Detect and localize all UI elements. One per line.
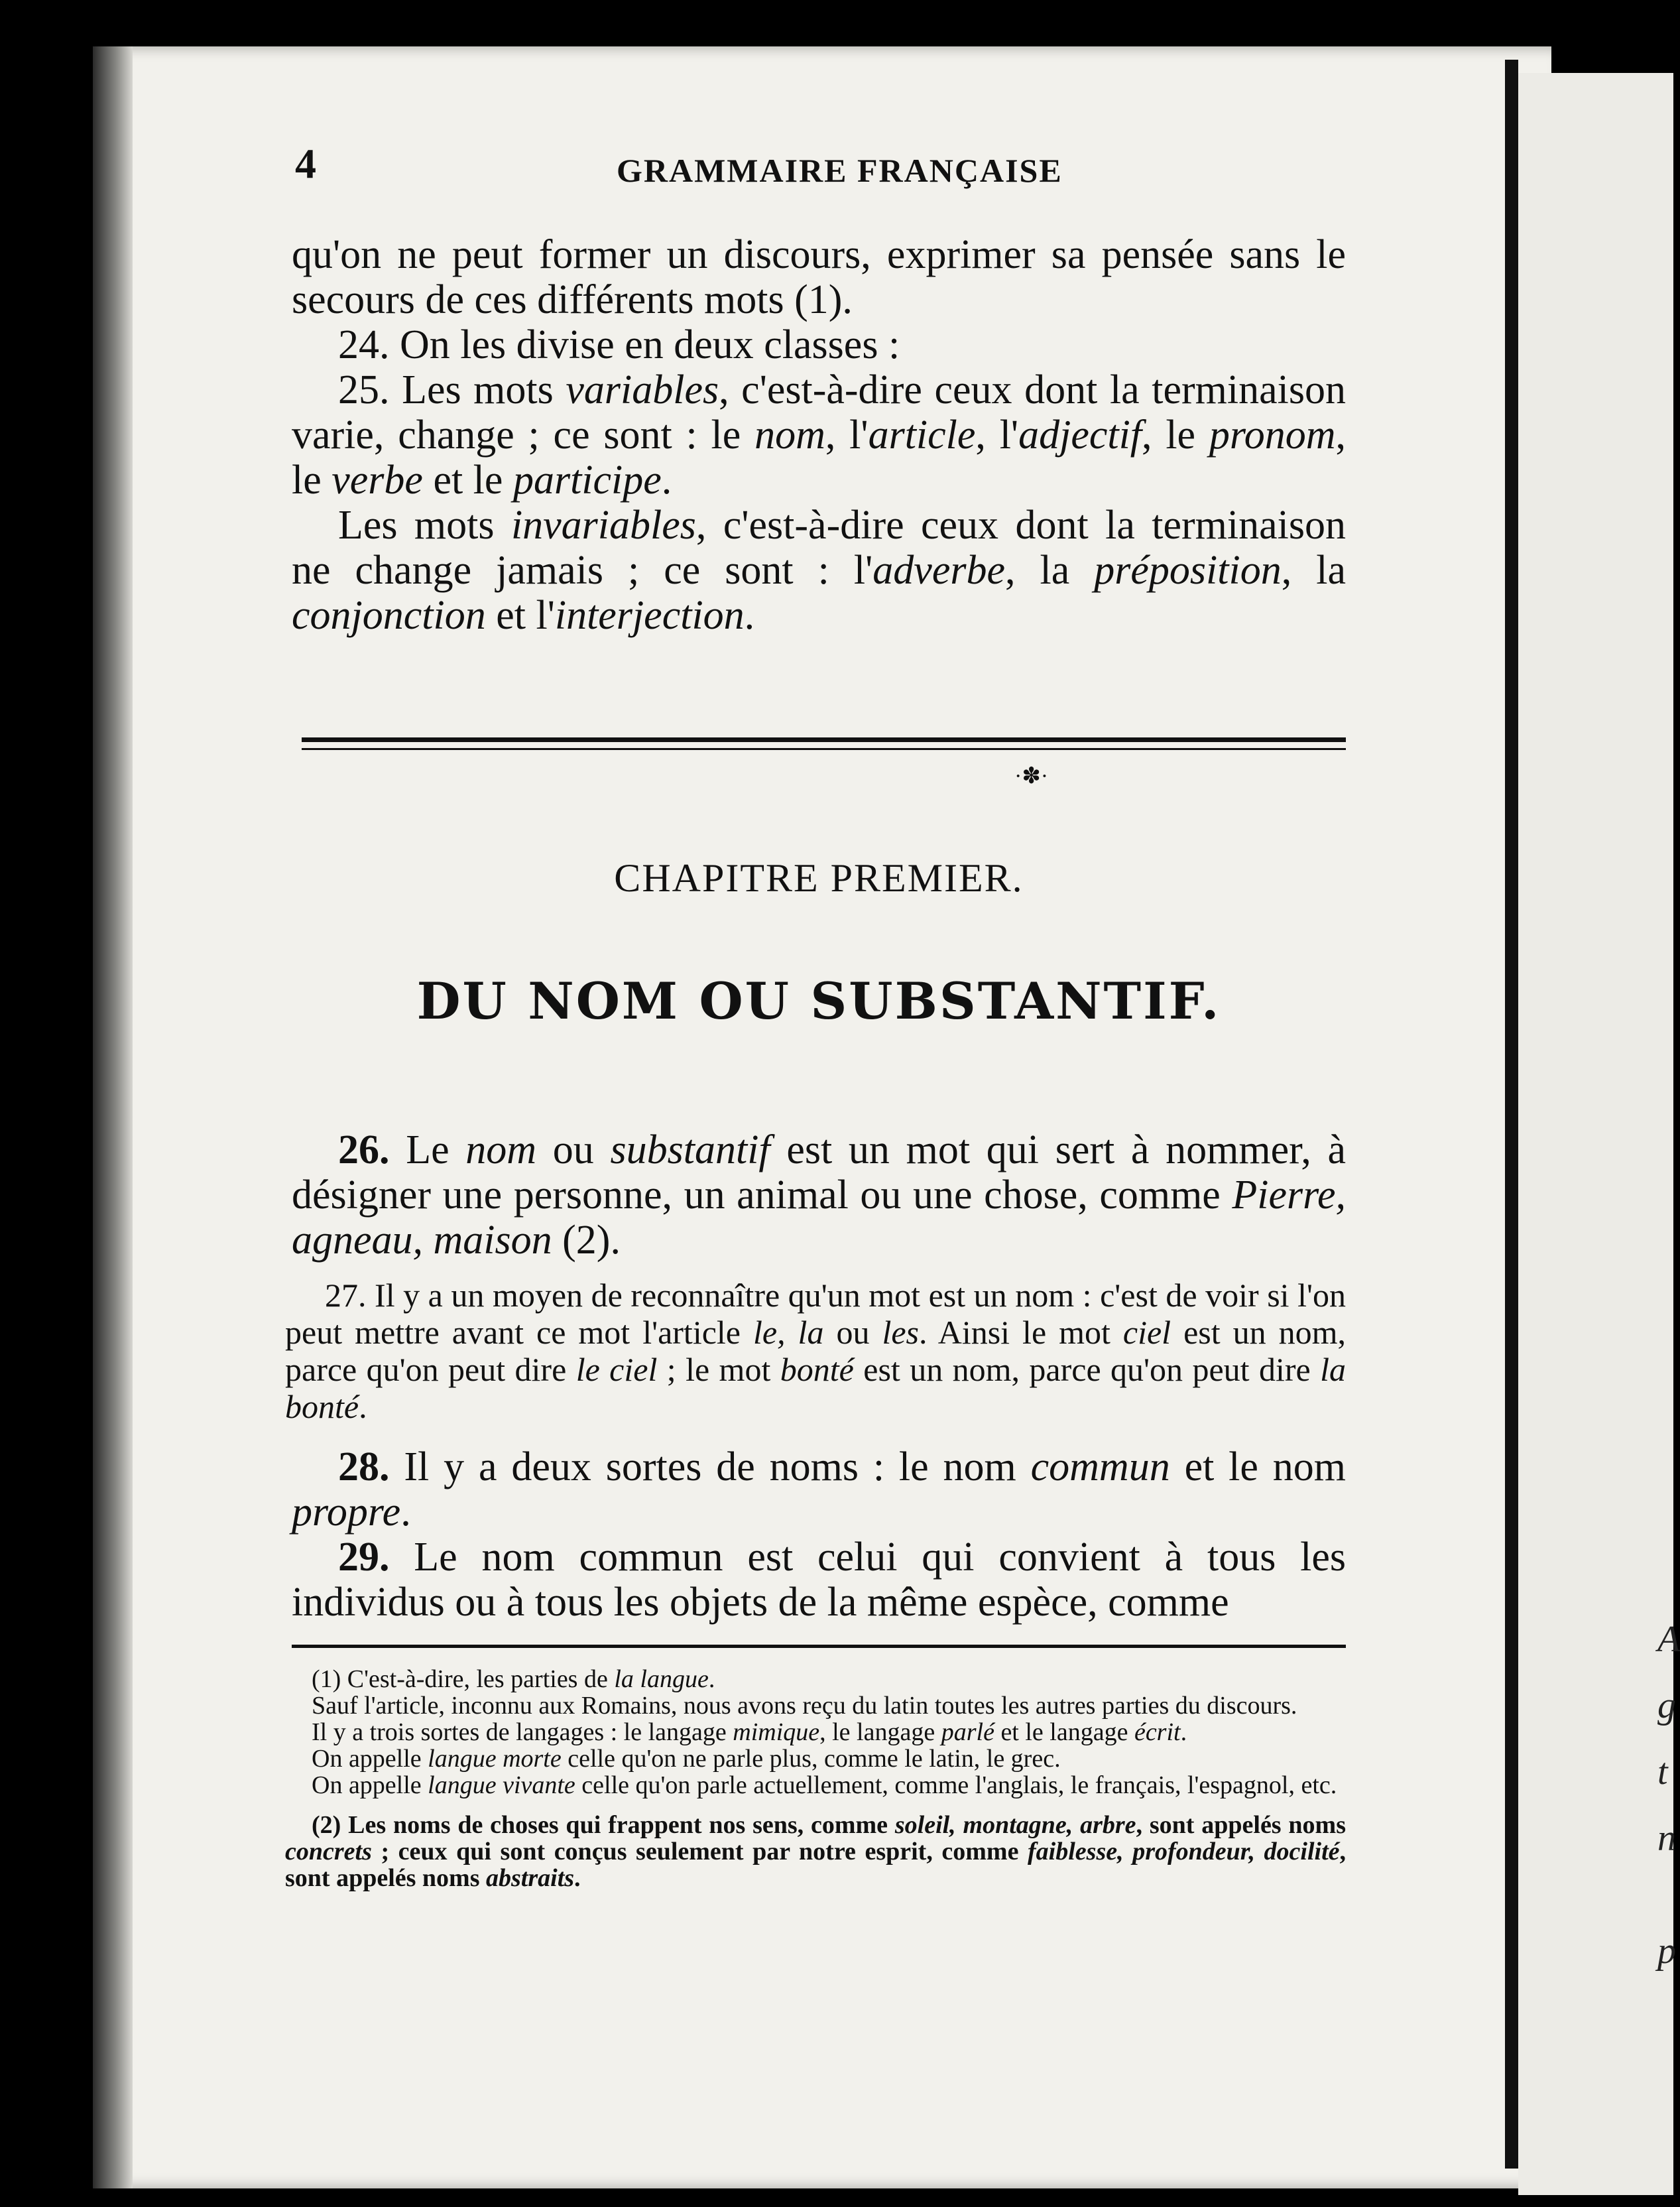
footnote-rule [292, 1645, 1346, 1648]
paragraph-26: 26. Le nom ou substantif est un mot qui sert à nommer, à désigner une personne, un animal ou une chose, comme Pierre, agneau, maison (2). [292, 1127, 1346, 1263]
footnote-1-line-4: On appelle langue morte celle qu'on ne parle plus, comme le latin, le grec. [312, 1745, 1061, 1773]
paragraph-25: 25. Les mots variables, c'est-à-dire ceux dont la terminaison varie, change ; ce sont : le nom, l'article, l'adjectif, le pronom, le verbe et le participe. [292, 367, 1346, 503]
page-number: 4 [295, 140, 316, 187]
footnote-1-line-5: On appelle langue vivante celle qu'on parle actuellement, comme l'anglais, le français, l'espagnol, etc. [312, 1771, 1337, 1799]
double-rule-bottom [302, 748, 1346, 750]
paragraph-invariables: Les mots invariables, c'est-à-dire ceux dont la terminaison ne change jamais ; ce sont : l'adverbe, la préposition, la conjonction et l'interjection. [292, 503, 1346, 638]
footnotes [285, 1666, 1346, 1891]
chapter-title: DU NOM OU SUBSTANTIF. [416, 972, 1221, 1031]
paragraphs-28-29 [292, 1444, 1346, 1625]
footnote-1-line-2: Sauf l'article, inconnu aux Romains, nous avons reçu du latin toutes les autres parties du discours. [312, 1692, 1297, 1720]
intro-text [292, 232, 1346, 638]
footnote-2: (2) Les noms de choses qui frappent nos sens, comme soleil, montagne, arbre, sont appelés noms concrets ; ceux qui sont conçus seulement par notre esprit, comme faiblesse, profondeur, docilité, sont appelés noms abstraits. [285, 1811, 1346, 1892]
continued-paragraph: qu'on ne peut former un discours, exprimer sa pensée sans le secours de ces différents mots (1). [292, 232, 1346, 322]
paragraph-29: 29. Le nom commun est celui qui convient à tous les individus ou à tous les objets de la même espèce, comme [292, 1535, 1346, 1625]
footnote-1: (1) C'est-à-dire, les parties de la langue. [312, 1665, 715, 1693]
paragraph-27: 27. Il y a un moyen de reconnaître qu'un mot est un nom : c'est de voir si l'on peut mettre avant ce mot l'article le, la ou les. Ainsi le mot ciel est un nom, parce qu'on peut dire le ciel ; le mot bonté est un nom, parce qu'on peut dire la bonté. [285, 1277, 1346, 1425]
paragraph-28: 28. Il y a deux sortes de noms : le nom commun et le nom propre. [292, 1444, 1347, 1535]
chapter-label: CHAPITRE PREMIER. [614, 856, 1024, 900]
page-gutter [1505, 60, 1518, 2169]
paragraph-24: 24. On les divise en deux classes : [338, 322, 900, 367]
double-rule-top [302, 737, 1346, 742]
ornament: ·✽· [1014, 764, 1049, 788]
footnote-1-line-3: Il y a trois sortes de langages : le langage mimique, le langage parlé et le langage écrit. [312, 1718, 1187, 1746]
running-title: GRAMMAIRE FRANÇAISE [617, 152, 1063, 189]
book-spine-shadow [93, 46, 133, 2188]
adjacent-page-edge: A g t n p [1518, 73, 1673, 2195]
